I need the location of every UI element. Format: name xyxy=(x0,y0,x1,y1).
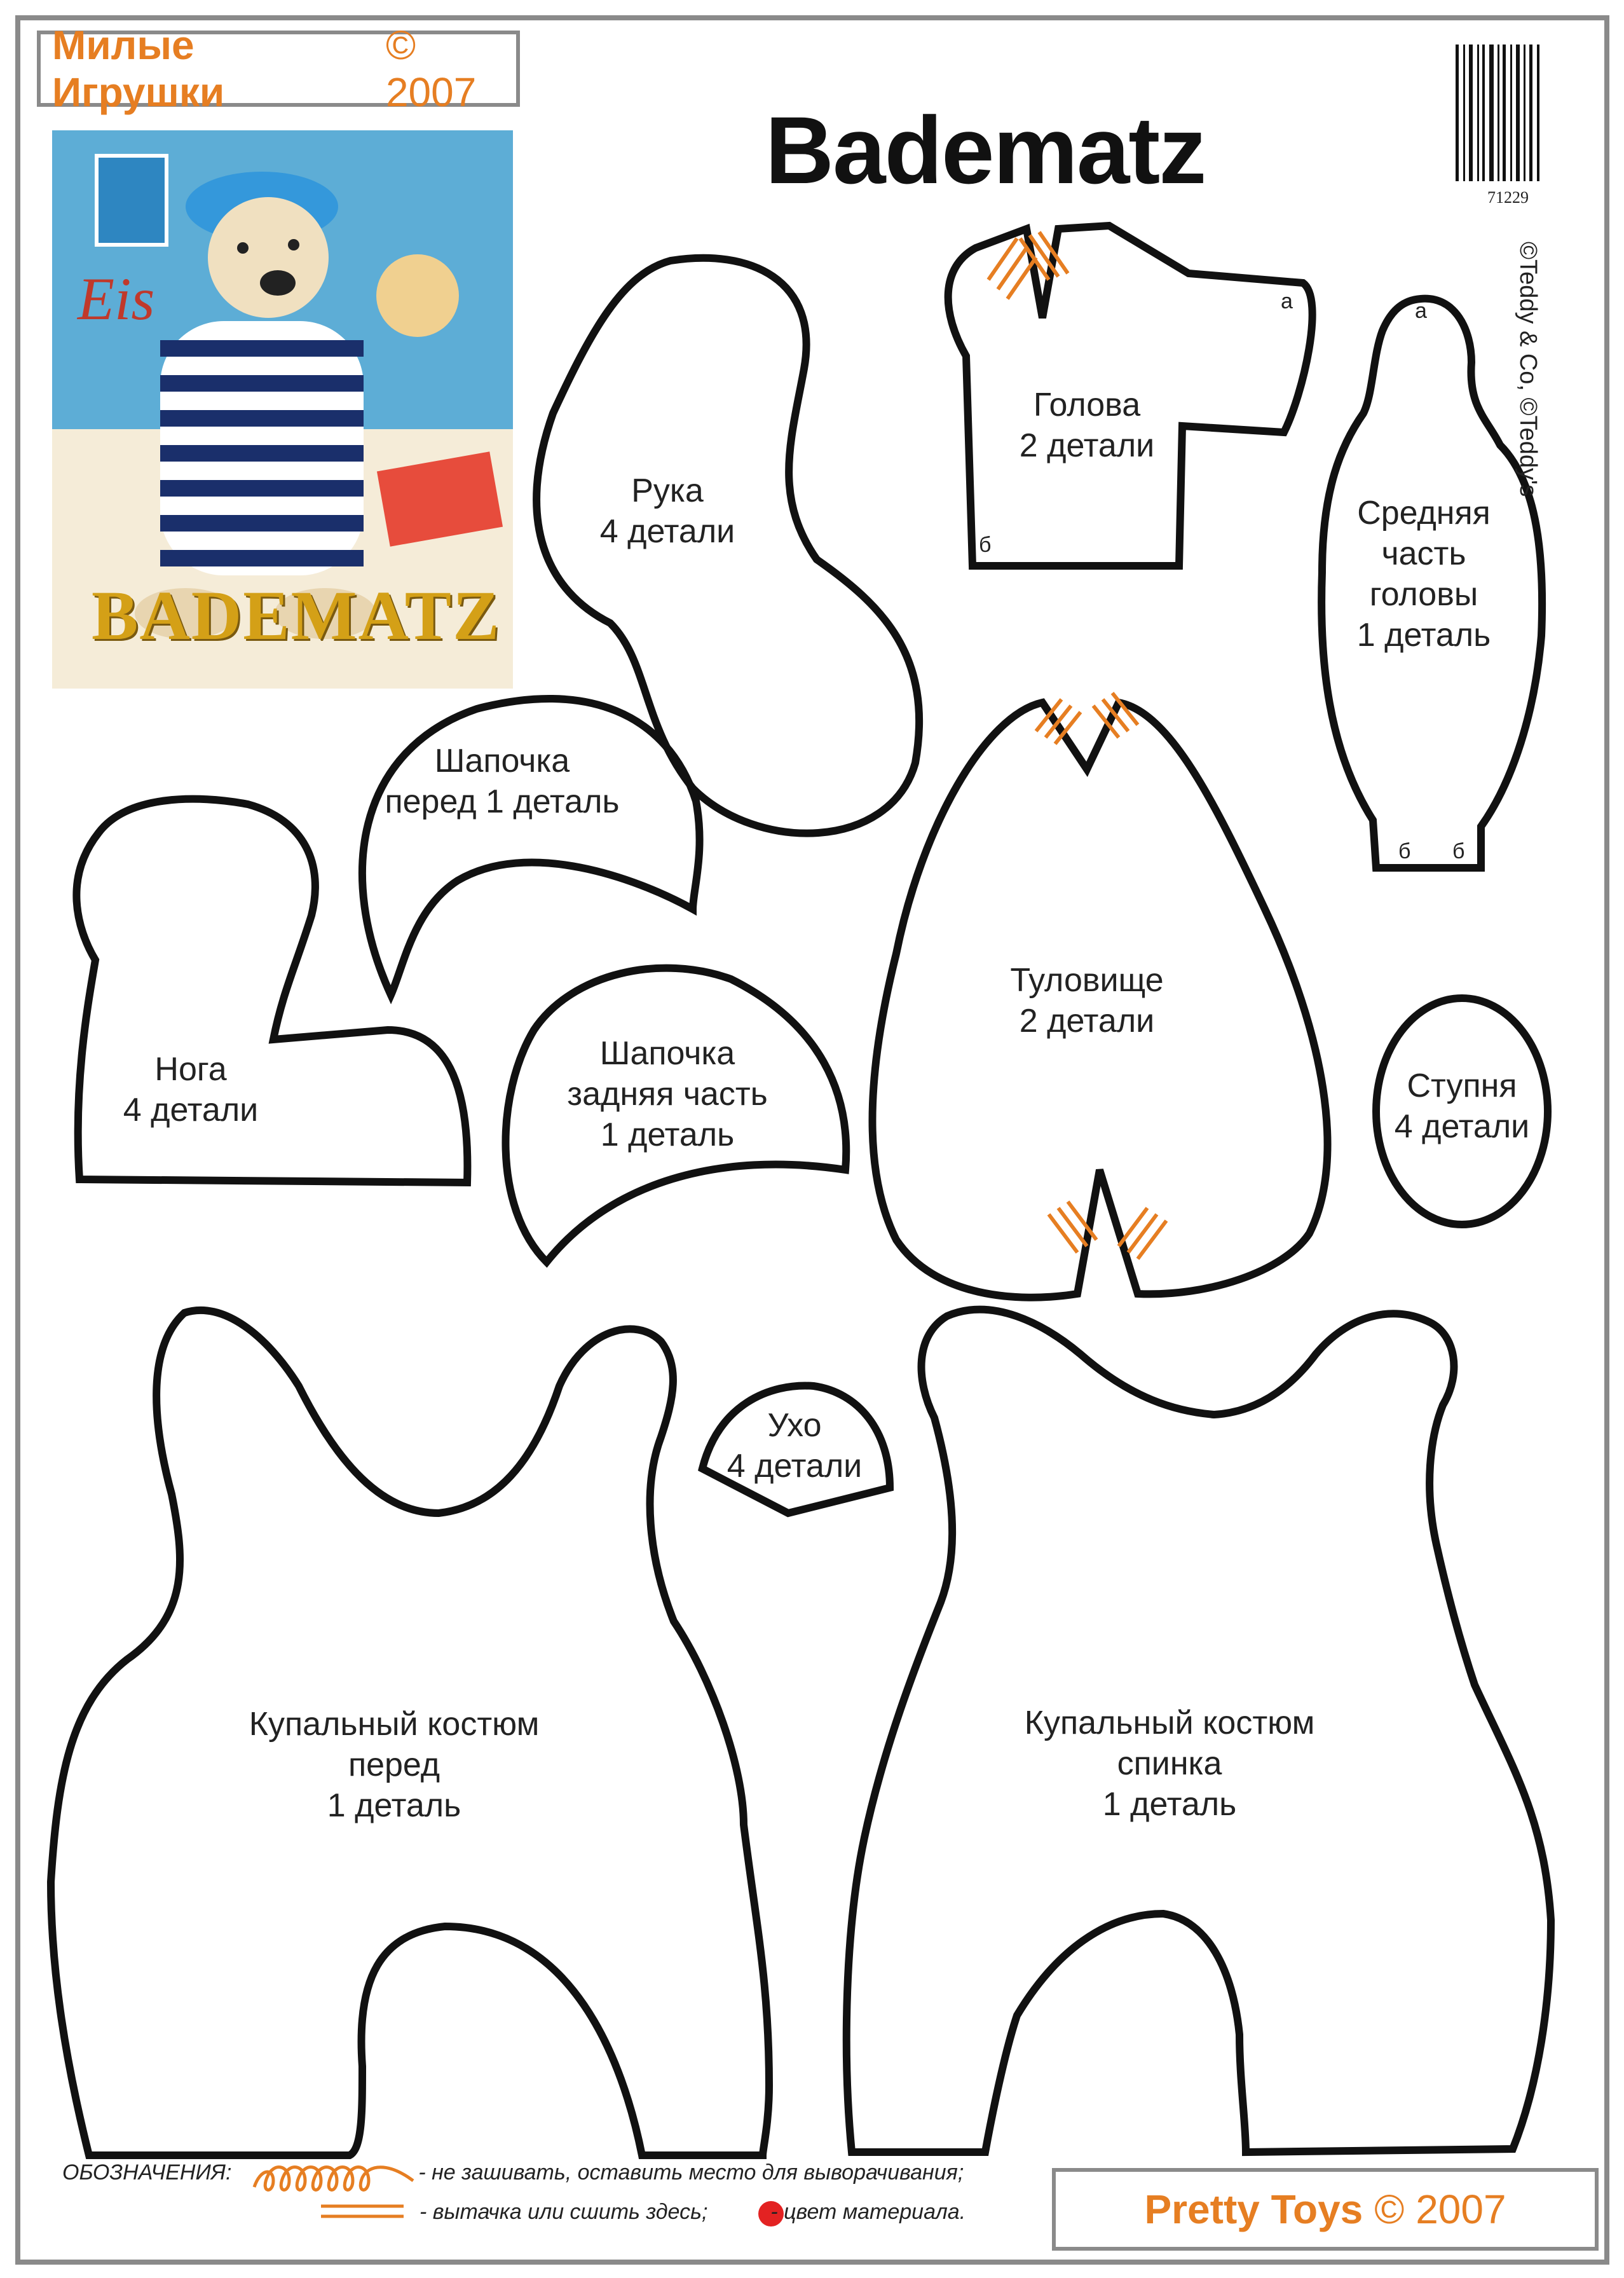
page-title: Badematz xyxy=(765,97,1206,203)
footer-brand-name: Pretty Toys xyxy=(1144,2186,1363,2232)
arm-label: Рука 4 детали xyxy=(599,472,735,550)
head-middle-mark-b2: б xyxy=(1452,839,1465,863)
swimsuit-front-label: Купальный костюм перед 1 деталь xyxy=(249,1706,540,1824)
legend-dart-symbol xyxy=(321,2206,404,2216)
photo-sign-text: Eis xyxy=(78,265,155,333)
head-label: Голова 2 детали xyxy=(1019,387,1155,464)
head-mark-a: а xyxy=(1281,289,1293,313)
head-middle-mark-a: а xyxy=(1415,299,1427,323)
footer-brand xyxy=(1052,2168,1599,2251)
legend-color-text: - цвет материала. xyxy=(770,2200,966,2224)
barcode xyxy=(1456,45,1539,181)
barcode-number: 71229 xyxy=(1487,188,1529,207)
footer-brand-copyright: © 2007 xyxy=(1374,2186,1506,2232)
ear-label: Ухо 4 детали xyxy=(727,1407,863,1485)
photo-logo-text: BADEMATZ xyxy=(92,577,501,654)
legend-heading: ОБОЗНАЧЕНИЯ: xyxy=(62,2160,232,2185)
torso-label: Туловище 2 детали xyxy=(1010,962,1164,1040)
legend-row-dart xyxy=(420,2200,966,2225)
bear-photo xyxy=(52,130,513,689)
side-copyright: ©Teddy & Co, ©Teddy's xyxy=(1515,242,1541,497)
brand-name: Милые Игрушки xyxy=(52,22,225,115)
legend-opening-text: - не зашивать, оставить место для выворачивания; xyxy=(418,2160,964,2185)
cap-back-label: Шапочка задняя часть 1 деталь xyxy=(567,1035,768,1153)
head-middle-label: Средняя часть головы 1 деталь xyxy=(1356,495,1491,654)
brand-header xyxy=(37,22,520,115)
swimsuit-back-label: Купальный костюм спинка 1 деталь xyxy=(1024,1705,1315,1823)
foot-label: Ступня 4 детали xyxy=(1394,1067,1530,1145)
legend-dart-text: - вытачка или сшить здесь; xyxy=(420,2200,708,2224)
leg-label: Нога 4 детали xyxy=(123,1051,259,1129)
head-middle-mark-b1: б xyxy=(1398,839,1411,863)
cap-front-label: Шапочка перед 1 деталь xyxy=(385,743,620,820)
legend-row-opening xyxy=(62,2160,964,2185)
brand-copyright: © 2007 xyxy=(385,22,477,115)
head-mark-b: б xyxy=(979,533,992,557)
